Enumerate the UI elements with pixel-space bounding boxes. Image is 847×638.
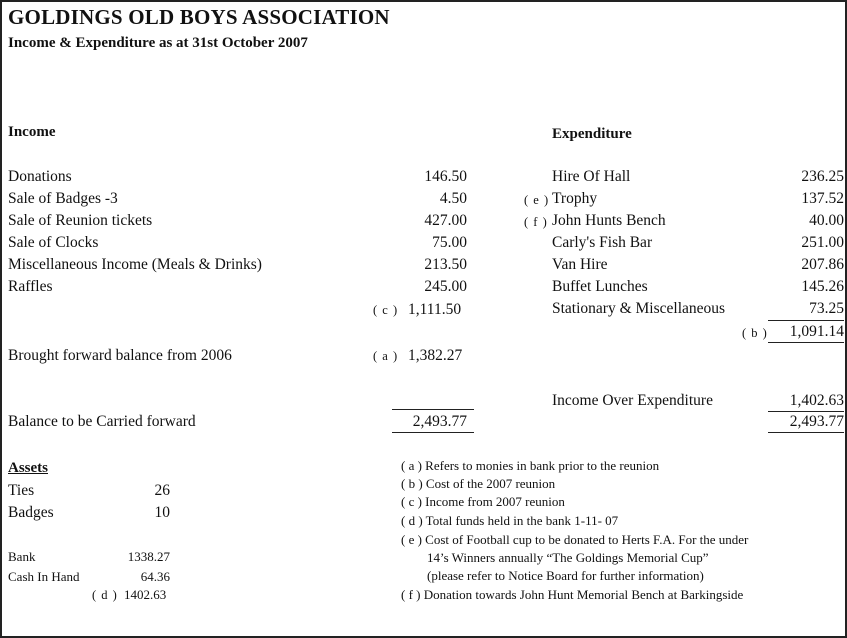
expenditure-total-rule-bottom xyxy=(768,342,844,343)
grand-total-rule-top xyxy=(768,411,844,412)
asset-item-label: Badges xyxy=(8,504,54,521)
expenditure-item-amount: 145.26 xyxy=(801,278,844,295)
cash-item-value: 64.36 xyxy=(140,569,170,584)
income-item-amount: 146.50 xyxy=(424,168,467,185)
footnote: ( d ) Total funds held in the bank 1-11- 07 xyxy=(401,513,619,528)
income-item-label: Sale of Badges -3 xyxy=(8,190,118,207)
income-item-label: Raffles xyxy=(8,278,53,295)
expenditure-item-tag: ( e ) xyxy=(524,193,550,207)
income-item-label: Sale of Reunion tickets xyxy=(8,212,153,229)
expenditure-item-amount: 137.52 xyxy=(801,190,844,207)
income-item-amount: 245.00 xyxy=(424,278,467,295)
income-total: 1,111.50 xyxy=(408,301,462,318)
carried-forward-rule-top xyxy=(392,409,474,410)
surplus-label: Income Over Expenditure xyxy=(552,392,713,409)
grand-total-rule-bottom xyxy=(768,432,844,433)
income-item-amount: 213.50 xyxy=(424,256,467,273)
cash-total-tag: ( d ) xyxy=(92,588,118,602)
expenditure-item-label: Buffet Lunches xyxy=(552,278,648,295)
expenditure-item-label: Trophy xyxy=(552,190,598,207)
footnote: ( f ) Donation towards John Hunt Memorial Bench at Barkingside xyxy=(401,587,744,602)
expenditure-heading: Expenditure xyxy=(552,126,632,142)
assets-heading: Assets xyxy=(8,460,48,476)
footnote: ( e ) Cost of Football cup to be donated to Herts F.A. For the under xyxy=(401,532,749,547)
expenditure-item-amount: 251.00 xyxy=(801,234,844,251)
expenditure-item-amount: 207.86 xyxy=(801,256,844,273)
income-item-label: Miscellaneous Income (Meals & Drinks) xyxy=(8,256,262,273)
footnote: ( b ) Cost of the 2007 reunion xyxy=(401,476,556,491)
brought-forward-label: Brought forward balance from 2006 xyxy=(8,347,232,364)
brought-forward-amount: 1,382.27 xyxy=(408,347,463,364)
cash-item-label: Bank xyxy=(8,549,36,564)
surplus-amount: 1,402.63 xyxy=(789,392,844,409)
expenditure-total: 1,091.14 xyxy=(789,323,844,340)
expenditure-total-rule-top xyxy=(768,320,844,321)
carried-forward-rule-bottom xyxy=(392,432,474,433)
footnote: (please refer to Notice Board for further information) xyxy=(401,568,704,583)
footnote: ( a ) Refers to monies in bank prior to the reunion xyxy=(401,458,660,473)
expenditure-item-amount: 73.25 xyxy=(809,300,844,317)
asset-item-label: Ties xyxy=(8,482,35,499)
expenditure-total-tag: ( b ) xyxy=(742,326,768,340)
expenditure-item-label: Carly's Fish Bar xyxy=(552,234,653,251)
cash-item-label: Cash In Hand xyxy=(8,569,80,584)
income-item-label: Sale of Clocks xyxy=(8,234,99,251)
expenditure-item-amount: 40.00 xyxy=(809,212,844,229)
expenditure-item-label: Stationary & Miscellaneous xyxy=(552,300,726,317)
carried-forward-amount: 2,493.77 xyxy=(412,413,467,430)
brought-forward-tag: ( a ) xyxy=(373,349,399,363)
asset-item-value: 10 xyxy=(154,504,170,521)
carried-forward-label: Balance to be Carried forward xyxy=(8,413,196,430)
asset-item-value: 26 xyxy=(154,482,170,499)
expenditure-item-label: Hire Of Hall xyxy=(552,168,631,185)
footnote: 14’s Winners annually “The Goldings Memorial Cup” xyxy=(401,550,709,565)
expenditure-item-label: John Hunts Bench xyxy=(552,212,666,229)
income-item-amount: 427.00 xyxy=(424,212,467,229)
document-subtitle: Income & Expenditure as at 31st October 2007 xyxy=(8,35,308,51)
income-item-amount: 75.00 xyxy=(432,234,467,251)
expenditure-item-amount: 236.25 xyxy=(801,168,844,185)
footnote: ( c ) Income from 2007 reunion xyxy=(401,494,565,509)
grand-total-amount: 2,493.77 xyxy=(789,413,844,430)
cash-total: 1402.63 xyxy=(124,587,167,602)
income-heading: Income xyxy=(8,124,56,140)
income-total-tag: ( c ) xyxy=(373,303,399,317)
income-item-amount: 4.50 xyxy=(439,190,467,207)
cash-item-value: 1338.27 xyxy=(127,549,170,564)
document-title: GOLDINGS OLD BOYS ASSOCIATION xyxy=(8,5,390,29)
expenditure-item-label: Van Hire xyxy=(552,256,608,273)
income-item-label: Donations xyxy=(8,168,72,185)
expenditure-item-tag: ( f ) xyxy=(524,215,548,229)
